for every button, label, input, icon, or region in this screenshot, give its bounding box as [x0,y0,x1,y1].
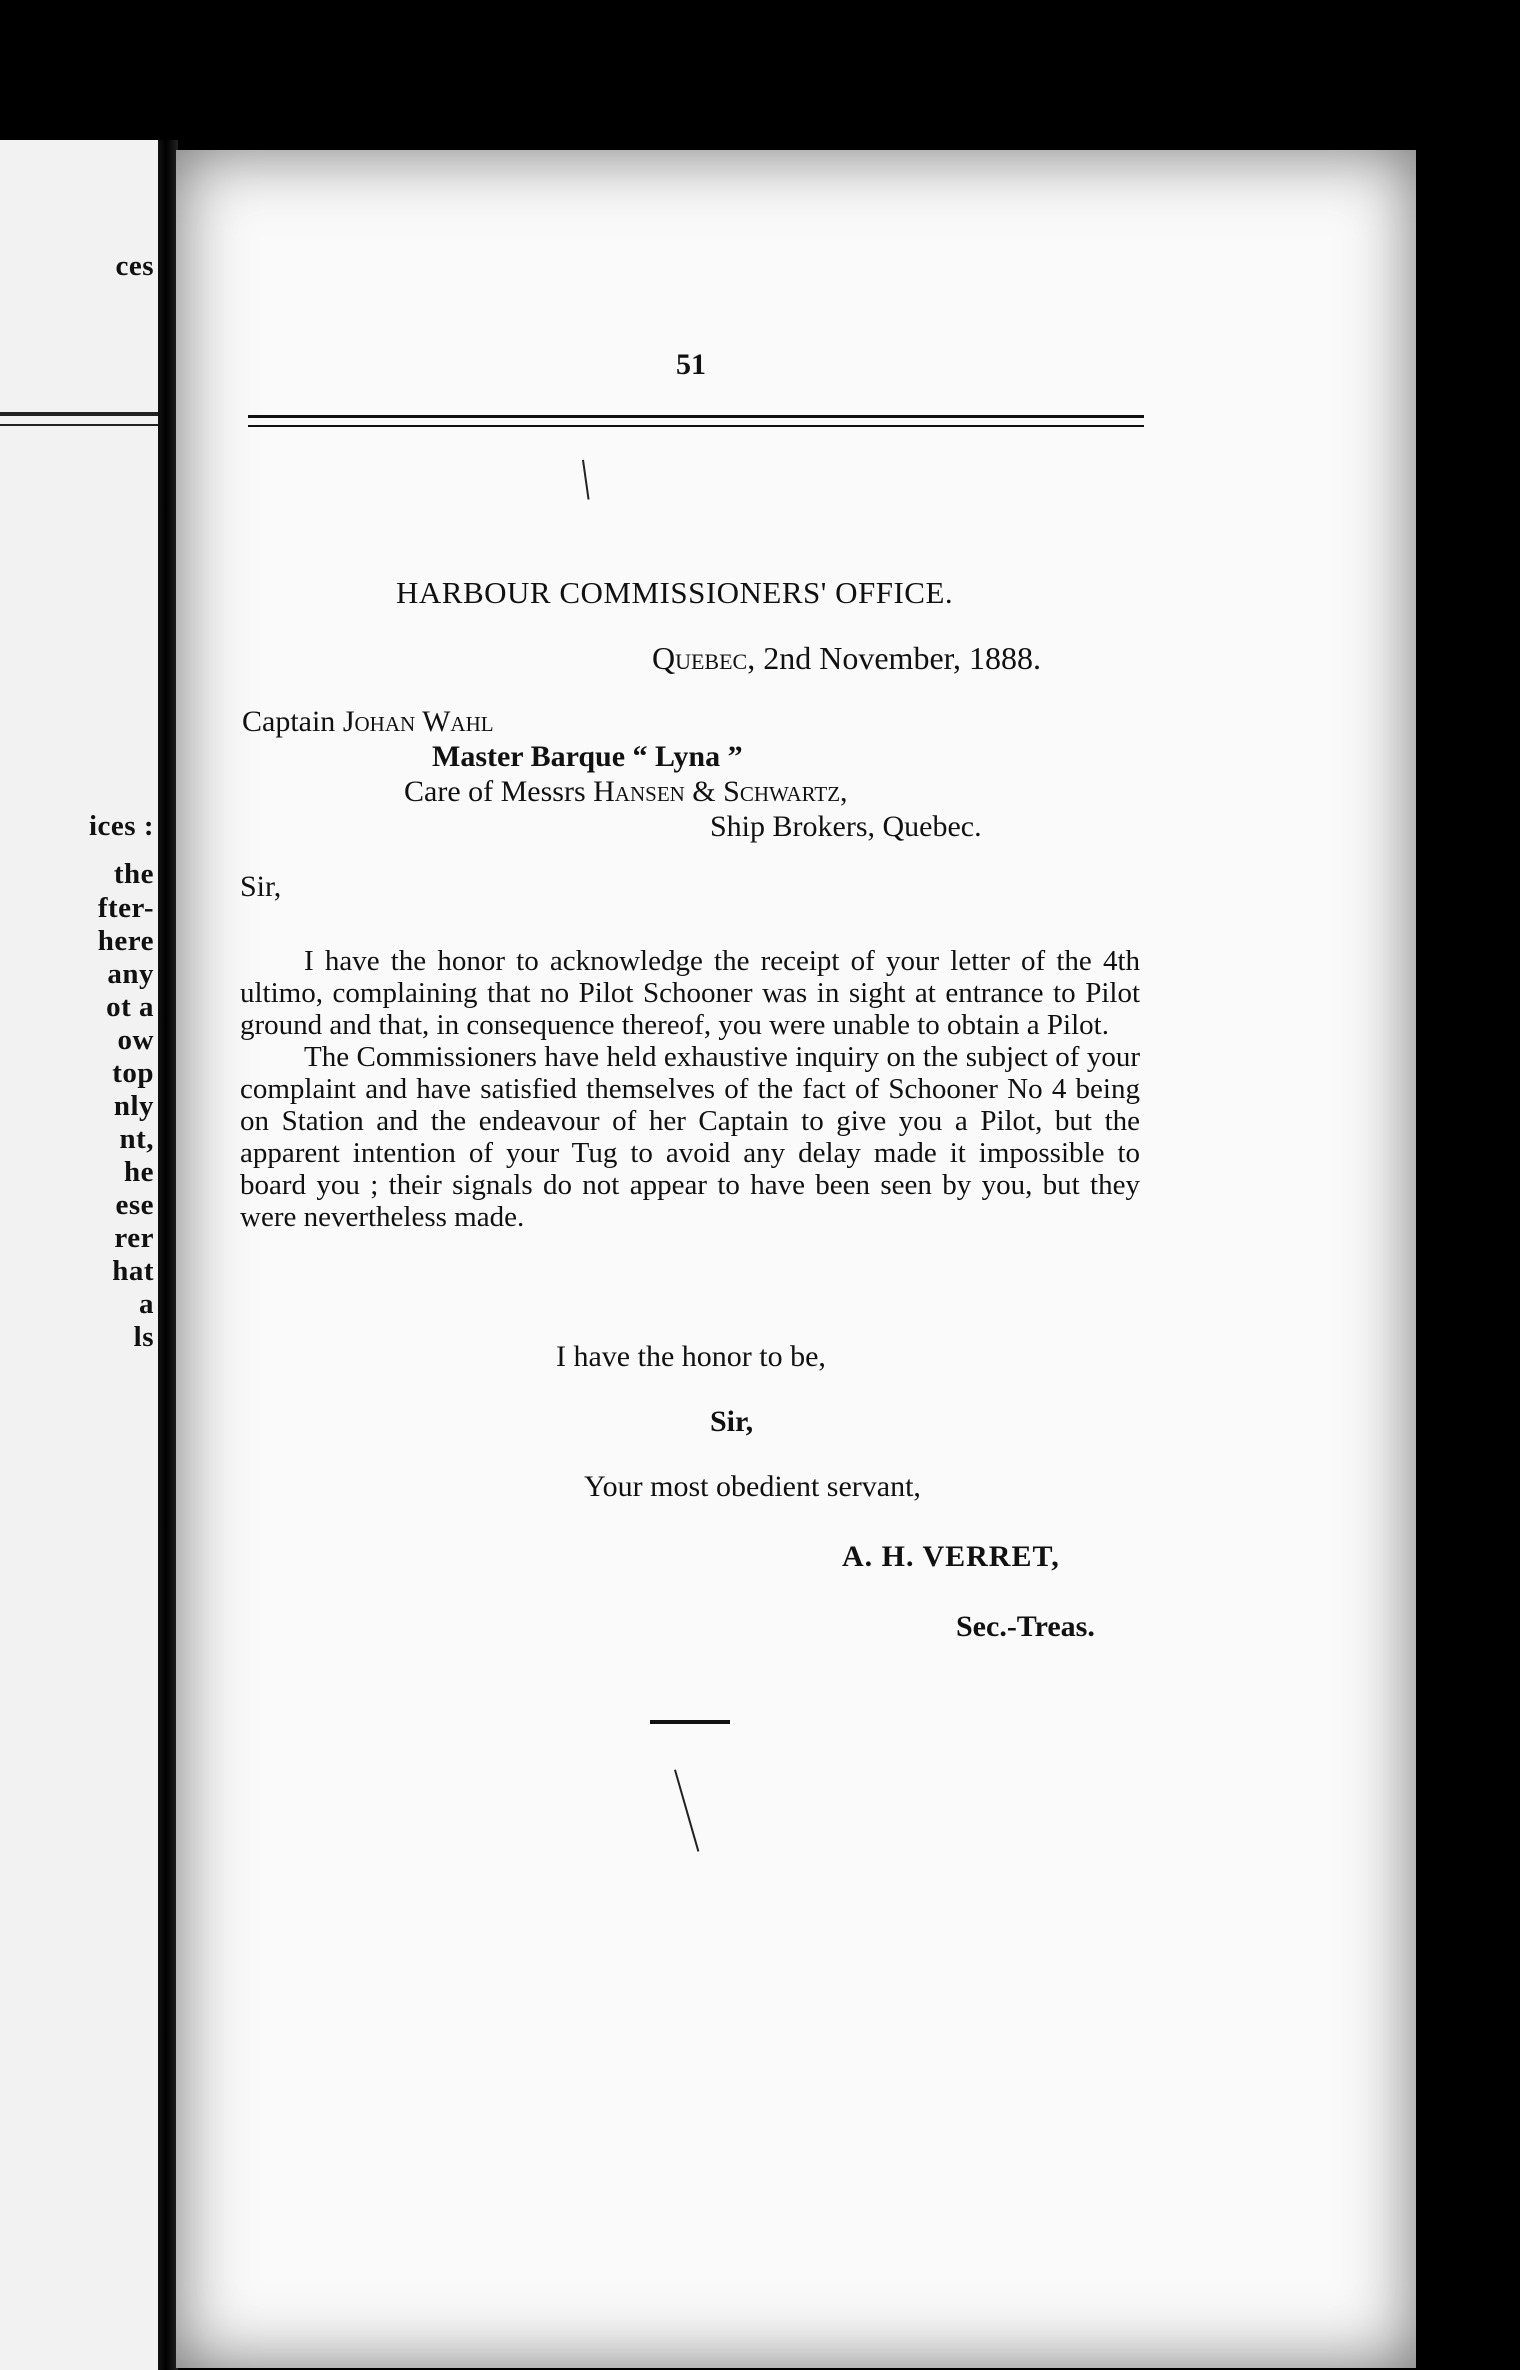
left-fragment: a [139,1288,154,1320]
dateline [652,640,1041,677]
address-agent-names: Hansen & Schwartz, [593,775,848,808]
closing-line-1: I have the honor to be, [556,1340,826,1373]
dateline-place: Quebec [652,640,748,676]
left-fragment: ls [133,1321,154,1353]
address-line-3 [404,775,848,809]
left-fragment: rer [114,1222,154,1254]
body-paragraph-1: I have the honor to acknowledge the receipt of your letter of the 4th ultimo, complaining that no Pilot Schooner was in sight at entrance to Pilot ground and that, in consequence thereof, you were unable to obtain a Pilot. [240,945,1140,1041]
salutation: Sir, [240,870,282,903]
left-fragment: ow [117,1024,154,1056]
left-fragment: ot a [106,991,154,1023]
header-rule-thick [248,415,1144,418]
left-facing-page [0,140,160,2370]
left-fragment: here [97,925,154,957]
letter-body [240,945,1140,1233]
letter-heading: HARBOUR COMMISSIONERS' OFFICE. [396,575,954,610]
address-line-2: Master Barque “ Lyna ” [432,740,743,773]
document-page [176,150,1416,2368]
address-care-of: Care of Messrs [404,775,594,808]
left-fragment: he [124,1156,154,1188]
left-fragment: any [107,958,154,990]
left-fragment: ese [115,1189,154,1221]
address-line-4: Ship Brokers, Quebec. [710,810,982,843]
left-fragment: ices : [89,810,154,842]
header-rule-thin [248,425,1144,427]
closing-line-2: Sir, [710,1405,754,1438]
left-fragment: ces [115,250,154,282]
left-fragment: fter- [97,892,154,924]
left-fragment: nt, [119,1123,154,1155]
left-page-rule-thin [0,424,160,426]
closing-line-3: Your most obedient servant, [584,1470,921,1503]
pen-mark [582,460,590,500]
signatory-title: Sec.-Treas. [956,1610,1095,1643]
signature: A. H. VERRET, [842,1540,1060,1573]
address-title: Captain [242,705,343,738]
left-fragment: the [113,858,154,890]
end-dash [650,1720,730,1724]
left-page-rule [0,412,160,416]
body-paragraph-2: The Commissioners have held exhaustive inquiry on the subject of your complaint and have satisfied themselves of the fact of Schooner No 4 being on Station and the endeavour of her Captain to give you a Pilot, but the apparent intention of your Tug to avoid any delay made it impossible to board you ; their signals do not appear to have been seen by you, but they were nevertheless made. [240,1041,1140,1233]
left-fragment: hat [112,1255,154,1287]
book-gutter [158,140,178,2370]
left-fragment: top [112,1057,154,1089]
page-number: 51 [676,348,706,381]
dateline-date: , 2nd November, 1888. [747,640,1042,676]
pen-mark [674,1769,699,1851]
address-recipient-name: Johan Wahl [342,705,494,738]
address-line-1 [242,705,494,739]
left-fragment: nly [113,1090,154,1122]
